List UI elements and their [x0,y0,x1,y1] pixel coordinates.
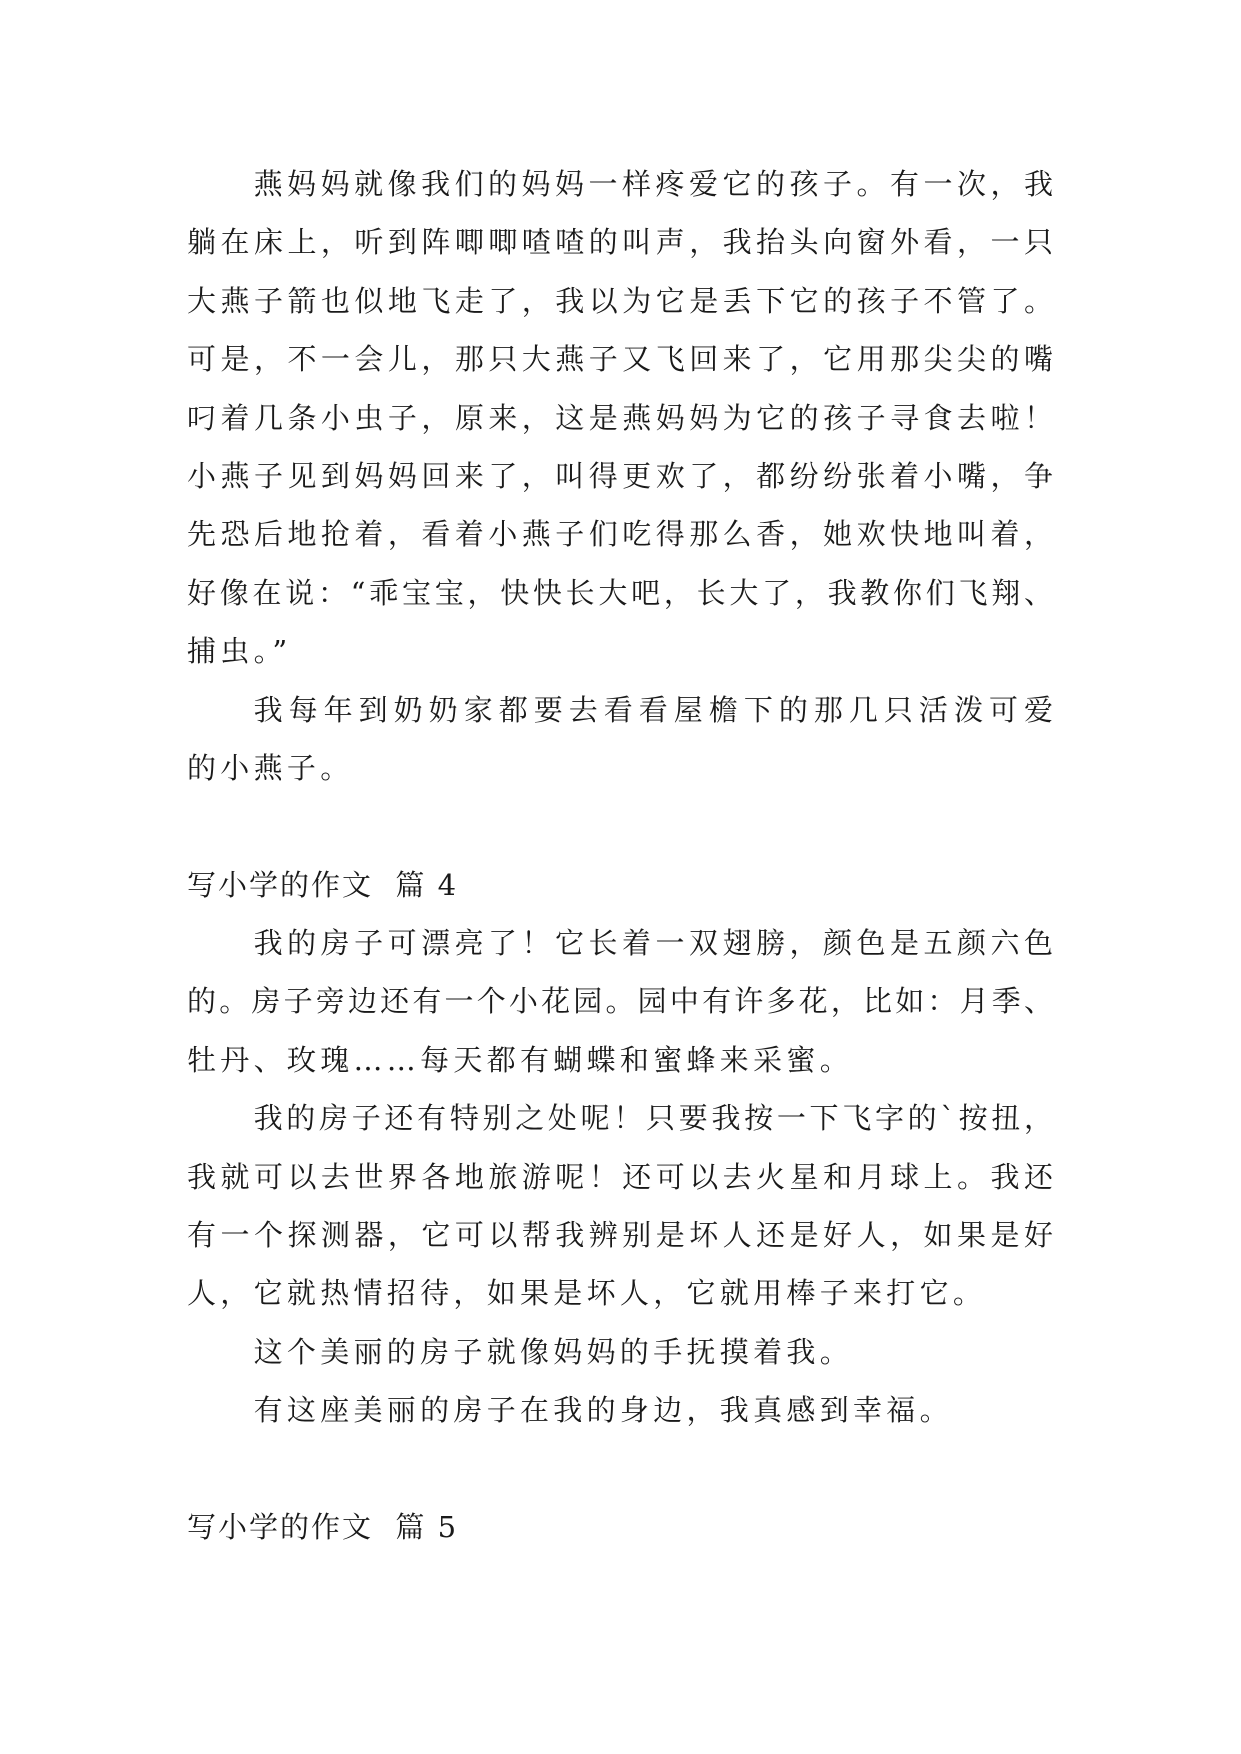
text-line: 这个美丽的房子就像妈妈的手抚摸着我。 [253,1334,853,1369]
paragraph [187,681,1053,798]
text-line: 叼着几条小虫子，原来，这是燕妈妈为它的孩子寻食去啦！ [187,400,1053,435]
text-line: 我的房子可漂亮了！它长着一双翅膀，颜色是五颜六色 [253,926,1053,961]
text-line: 人，它就热情招待，如果是坏人，它就用棒子来打它。 [187,1276,987,1311]
section-heading: 写小学的作文 篇 4 [187,867,459,902]
paragraph [187,1381,1053,1439]
text-line: 捕虫。” [187,634,292,669]
text-line: 小燕子见到妈妈回来了，叫得更欢了，都纷纷张着小嘴，争 [187,458,1053,493]
document-body [187,155,1053,1556]
paragraph [187,1089,1053,1323]
blank-line [187,1440,1053,1498]
paragraph [187,914,1053,1089]
text-line: 的。房子旁边还有一个小花园。园中有许多花，比如：月季、 [187,984,1053,1019]
text-line: 有一个探测器，它可以帮我辨别是坏人还是好人，如果是好 [187,1218,1053,1253]
text-line: 先恐后地抢着，看着小燕子们吃得那么香，她欢快地叫着， [187,517,1053,552]
text-line: 我每年到奶奶家都要去看看屋檐下的那几只活泼可爱 [253,692,1053,727]
text-line: 牡丹、玫瑰……每天都有蝴蝶和蜜蜂来采蜜。 [187,1042,854,1077]
text-line: 我就可以去世界各地旅游呢！还可以去火星和月球上。我还 [187,1159,1053,1194]
text-line: 大燕子箭也似地飞走了，我以为它是丢下它的孩子不管了。 [187,283,1053,318]
text-line: 可是，不一会儿，那只大燕子又飞回来了，它用那尖尖的嘴 [187,342,1053,377]
text-line: 好像在说：“乖宝宝，快快长大吧，长大了，我教你们飞翔、 [187,575,1053,610]
text-line: 我的房子还有特别之处呢！只要我按一下飞字的`按扭， [253,1101,1053,1136]
section-heading: 写小学的作文 篇 5 [187,1509,459,1544]
paragraph [187,155,1053,681]
text-line: 燕妈妈就像我们的妈妈一样疼爱它的孩子。有一次，我 [253,167,1053,201]
text-line: 有这座美丽的房子在我的身边，我真感到幸福。 [253,1393,953,1428]
blank-line [187,797,1053,855]
text-line: 躺在床上，听到阵唧唧喳喳的叫声，我抬头向窗外看，一只 [187,225,1053,260]
text-line: 的小燕子。 [187,750,354,785]
paragraph [187,1323,1053,1381]
